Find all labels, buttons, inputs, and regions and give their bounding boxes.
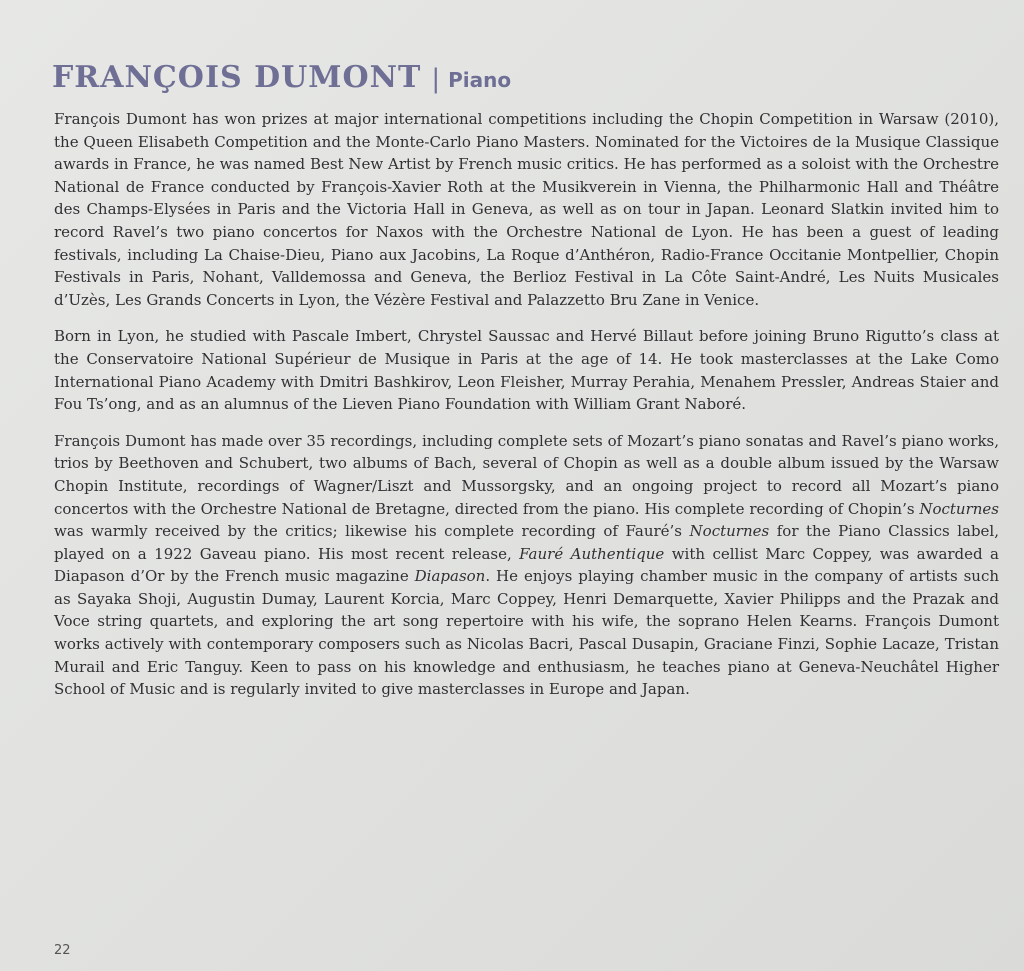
biography-heading	[52, 60, 511, 95]
artist-instrument: Piano	[448, 68, 512, 92]
text-segment: Born in Lyon, he studied with Pascale Imbert, Chrystel Saussac and Hervé Billaut before joining Bruno Rigutto’s class at the Conservatoire National Supérieur de Musique in Paris at the age of 14. He took masterclasses at the Lake Como International Piano Academy with Dmitri Bashkirov, Leon Fleisher, Murray Perahia, Menahem Pressler, Andreas Staier and Fou Ts’ong, and as an alumnus of the Lieven Piano Foundation with William Grant Naboré.	[54, 327, 999, 414]
text-segment: François Dumont has made over 35 recordings, including complete sets of Mozart’s piano sonatas and Ravel’s piano works, trios by Beethoven and Schubert, two albums of Bach, several of Chopin as well as a double album issued by the Warsaw Chopin Institute, recordings of Wagner/Liszt and Mussorgsky, and an ongoing project to record all Mozart’s piano concertos with the Orchestre National de Bretagne, directed from the piano. His complete recording of Chopin’s	[54, 431, 999, 518]
text-segment: François Dumont has won prizes at major international competitions including the Chopin Competition in Warsaw (2010), the Queen Elisabeth Competition and the Monte-Carlo Piano Masters. Nominated for the Victoires de la Musique Classique awards in France, he was named Best New Artist by French music critics. He has performed as a soloist with the Orchestre National de France conducted by François-Xavier Roth at the Musikverein in Vienna, the Philharmonic Hall and Théâtre des Champs-Elysées in Paris and the Victoria Hall in Geneva, as well as on tour in Japan. Leonard Slatkin invited him to record Ravel’s two piano concertos for Naxos with the Orchestre National de Lyon. He has been a guest of leading festivals, including La Chaise-Dieu, Piano aux Jacobins, La Roque d’Anthéron, Radio-France Occitanie Montpellier, Chopin Festivals in Paris, Nohant, Valldemossa and Geneva, the Berlioz Festival in La Côte Saint-André, Les Nuits Musicales d’Uzès, Les Grands Concerts in Lyon, the Vézère Festival and Palazzetto Bru Zane in Venice.	[54, 110, 999, 309]
italic-title: Nocturnes	[919, 499, 999, 518]
heading-separator: |	[431, 64, 441, 94]
text-segment: was warmly received by the critics; likewise his complete recording of Fauré’s	[54, 522, 690, 541]
italic-title: Nocturnes	[689, 522, 770, 541]
italic-title: Fauré Authentique	[519, 544, 665, 563]
biography-paragraph	[54, 325, 999, 415]
text-segment: with cellist Marc Coppey, was awarded a Diapason d’Or by the French music magazine	[54, 544, 999, 586]
biography-paragraph	[54, 108, 999, 311]
italic-title: Diapason	[414, 567, 486, 586]
page-number: 22	[54, 943, 71, 958]
text-segment: for the Piano Classics label, played on a 1922 Gaveau piano. His most recent release,	[54, 522, 999, 563]
artist-name: FRANÇOIS DUMONT	[52, 60, 422, 95]
biography-paragraph	[54, 430, 999, 701]
biography-text	[54, 108, 999, 715]
text-segment: . He enjoys playing chamber music in the company of artists such as Sayaka Shoji, Augustin Dumay, Laurent Korcia, Marc Coppey, Henri Demarquette, Xavier Philipps and the Prazak and Voce string quartets, and exploring the art song repertoire with his wife, the soprano Helen Kearns. François Dumont works actively with contemporary composers such as Nicolas Bacri, Pascal Dusapin, Graciane Finzi, Sophie Lacaze, Tristan Murail and Eric Tanguy. Keen to pass on his knowledge and enthusiasm, he teaches piano at Geneva-Neuchâtel Higher School of Music and is regularly invited to give masterclasses in Europe and Japan.	[54, 567, 999, 699]
